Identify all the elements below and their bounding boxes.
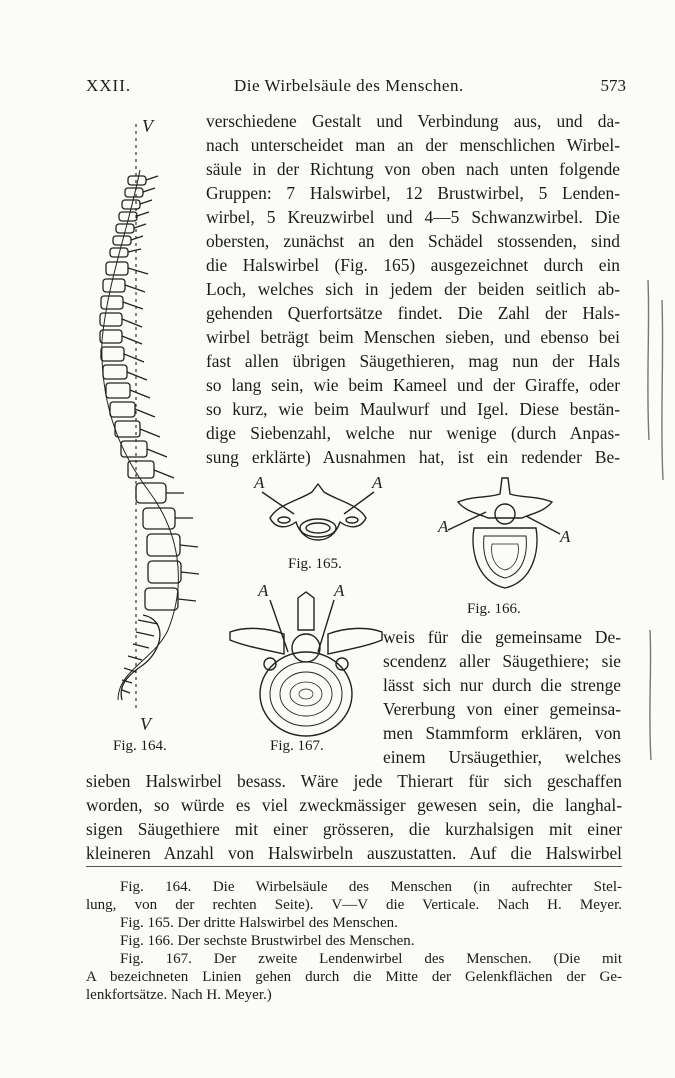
text-line: Vererbung von einer gemeinsa- [383, 699, 621, 719]
footnote-line: lung, von der rechten Seite). V—V die Verticale. Nach H. Meyer. [86, 897, 622, 913]
fig166-label-a-right: A [560, 527, 571, 546]
text-line: Gruppen: 7 Halswirbel, 12 Brustwirbel, 5 Lenden- [206, 183, 620, 203]
margin-pencil-marks [640, 270, 674, 770]
text-column-narrow [383, 625, 621, 769]
text-line: gehenden Querfortsätze findet. Die Zahl der Hals- [206, 303, 620, 323]
chapter-number: XXII. [86, 76, 132, 95]
text-column-upper [206, 109, 620, 469]
page-header-title: Die Wirbelsäule des Menschen. [234, 76, 464, 95]
fig166-caption: Fig. 166. [467, 601, 521, 617]
text-line: säule in der Richtung von oben nach unten folgende [206, 159, 620, 179]
text-line: worden, so würde es viel zweckmässiger gewesen sein, die langhal- [86, 795, 622, 815]
spine-label-bottom: V [140, 714, 151, 734]
text-line: sigen Säugethiere mit einer grösseren, die kurzhalsigen mit einer [86, 819, 622, 839]
figure-captions-footnotes [86, 878, 622, 1004]
footnote-divider [86, 866, 622, 867]
text-line: sieben Halswirbel besass. Wäre jede Thierart für sich geschaffen [86, 771, 622, 791]
footnote-line: A bezeichneten Linien gehen durch die Mitte der Gelenkflächen der Ge- [86, 969, 622, 985]
text-line: wirbel beträgt beim Menschen sieben, und ebenso bei [206, 327, 620, 347]
fig167-label-a-right: A [334, 581, 345, 600]
text-line: weis für die gemeinsame De- [383, 627, 621, 647]
text-full-width [86, 769, 622, 865]
fig165-label-a-right: A [372, 473, 383, 492]
text-line: dige Siebenzahl, welche nur wenige (durch Anpas- [206, 423, 620, 443]
text-line: so kurz, wie beim Maulwurf und Igel. Diese bestän- [206, 399, 620, 419]
footnote-line: Fig. 165. Der dritte Halswirbel des Menschen. [120, 915, 398, 931]
fig166-illustration [430, 472, 580, 602]
text-line: einem Ursäugethier, welches [383, 747, 621, 767]
text-line: verschiedene Gestalt und Verbindung aus, und da- [206, 111, 620, 131]
text-line: nach unterscheidet man an der menschlichen Wirbel- [206, 135, 620, 155]
footnote-line: Fig. 167. Der zweite Lendenwirbel des Menschen. (Die mit [120, 951, 622, 967]
footnote-line: lenkfortsätze. Nach H. Meyer.) [86, 987, 272, 1003]
fig167-label-a-left: A [258, 581, 269, 600]
page-number: 573 [600, 76, 626, 95]
vertebrae-column [100, 170, 199, 700]
fig164-caption: Fig. 164. [113, 738, 167, 754]
text-line: fast allen übrigen Säugethieren, mag nun der Hals [206, 351, 620, 371]
fig165-label-a-left: A [254, 473, 265, 492]
fig167-caption: Fig. 167. [270, 738, 324, 754]
fig165-caption: Fig. 165. [288, 556, 342, 572]
text-line: obersten, zunächst an den Schädel stossenden, sind [206, 231, 620, 251]
fig167-illustration [226, 578, 386, 740]
text-line: wirbel, 5 Kreuzwirbel und 4—5 Schwanzwirbel. Die [206, 207, 620, 227]
spine-illustration [88, 110, 208, 750]
footnote-line: Fig. 164. Die Wirbelsäule des Menschen (in aufrechter Stel- [120, 879, 622, 895]
text-line: scendenz aller Säugethiere; sie [383, 651, 621, 671]
text-line: lässt sich nur durch die strenge [383, 675, 621, 695]
text-line: sung erklärte) Ausnahmen hat, ist ein redender Be- [206, 447, 620, 467]
footnote-line: Fig. 166. Der sechste Brustwirbel des Menschen. [120, 933, 415, 949]
fig165-illustration [248, 470, 388, 550]
text-line: kleineren Anzahl von Halswirbeln auszustatten. Auf die Halswirbel [86, 843, 622, 863]
spine-label-top: V [142, 116, 153, 136]
text-line: men Stammform erklären, von [383, 723, 621, 743]
text-line: Loch, welches sich in jedem der beiden seitlich ab- [206, 279, 620, 299]
text-line: die Halswirbel (Fig. 165) ausgezeichnet durch ein [206, 255, 620, 275]
fig166-label-a-left: A [438, 517, 449, 536]
text-line: so lang sein, wie beim Kameel und der Giraffe, oder [206, 375, 620, 395]
running-head [86, 76, 626, 98]
